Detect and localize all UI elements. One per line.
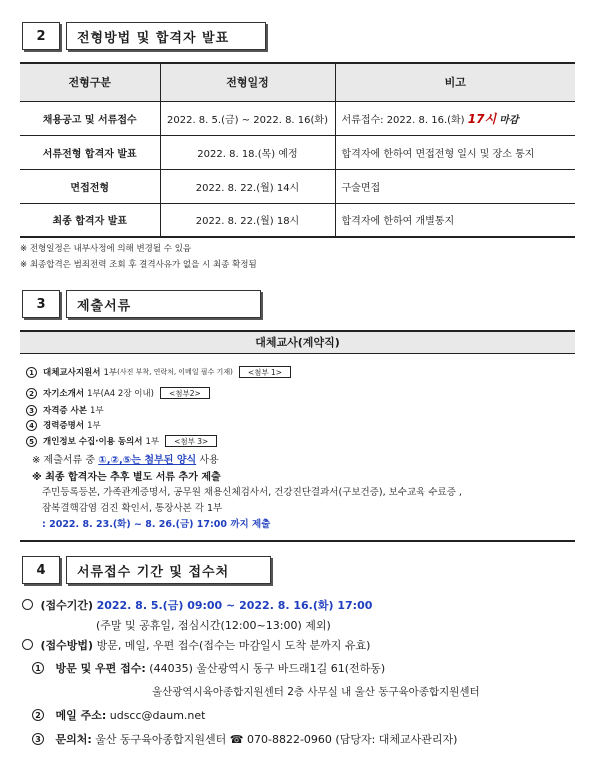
email-value[interactable]: udscc@daum.net [109, 709, 206, 722]
document-count: 1부 [103, 368, 118, 378]
section-number: 3 [22, 290, 60, 318]
table-row [20, 101, 575, 135]
document-name: 자격증 사본 [43, 406, 88, 416]
column-header: 전형구분 [20, 63, 160, 101]
table-row [20, 203, 575, 237]
date-cell: 2022. 8. 5.(금) ~ 2022. 8. 16(화) [160, 101, 335, 135]
item-number: 4 [26, 420, 37, 431]
date-cell: 2022. 8. 22.(월) 18시 [160, 203, 335, 237]
document-item [26, 366, 291, 378]
attachment-label: <첨부2> [160, 387, 210, 399]
documents-box-title: 대체교사(계약직) [20, 332, 575, 354]
contact-label: 문의처: [55, 733, 92, 746]
document-count: 1부 [145, 437, 160, 447]
number-2-icon: 2 [32, 709, 44, 721]
stage-cell: 서류전형 합격자 발표 [20, 135, 160, 169]
document-item [26, 435, 217, 447]
number-1-icon: 1 [32, 662, 44, 674]
note-cell: 구술면접 [335, 169, 575, 203]
note-cell: 합격자에 한하여 면접전형 일시 및 장소 통지 [335, 135, 575, 169]
visit-label: 방문 및 우편 접수: [55, 662, 146, 675]
stage-cell: 최종 합격자 발표 [20, 203, 160, 237]
application-period [22, 597, 372, 613]
note-cell: 합격자에 한하여 개별통지 [335, 203, 575, 237]
method-value: 방문, 메일, 우편 접수(접수는 마감일시 도착 분까지 유효) [96, 639, 371, 652]
email-label: 메일 주소: [55, 709, 107, 722]
form-note-highlight: ①,②,⑤는 첨부된 양식 [98, 455, 197, 466]
circle-bullet-icon [22, 639, 33, 650]
deadline-word: 마감 [499, 114, 519, 126]
period-value: 2022. 8. 5.(금) 09:00 ~ 2022. 8. 16.(화) 17:00 [96, 599, 373, 612]
number-3-icon: 3 [32, 733, 44, 745]
form-note [32, 451, 219, 466]
document-count: 1부(A4 2장 이내) [87, 389, 154, 399]
final-docs-note: ※ 최종 합격자는 추후 별도 서류 추가 제출 [32, 472, 221, 483]
table-row [20, 169, 575, 203]
date-cell: 2022. 8. 22.(월) 14시 [160, 169, 335, 203]
period-note: (주말 및 공휴일, 점심시간(12:00~13:00) 제외) [96, 619, 331, 632]
form-note-prefix: ※ 제출서류 중 [32, 455, 96, 466]
column-header: 비고 [335, 63, 575, 101]
schedule-note: ※ 최종합격은 범죄전력 조회 후 결격사유가 없을 시 최종 확정됨 [20, 260, 257, 270]
item-number: 2 [26, 388, 37, 399]
schedule-table [20, 62, 575, 238]
period-label: (접수기간) [40, 599, 94, 612]
document-name: 자기소개서 [43, 389, 85, 399]
deadline-time: 17시 [467, 111, 497, 126]
item-number: 1 [26, 367, 37, 378]
visit-address-line2: 울산광역시육아종합지원센터 2층 사무실 내 울산 동구육아종합지원센터 [152, 686, 480, 698]
document-count: 1부 [87, 421, 101, 431]
document-item [26, 387, 210, 399]
document-name: 대체교사지원서 [43, 368, 101, 378]
document-item [26, 404, 104, 416]
contact-info [32, 731, 457, 747]
column-header: 전형일정 [160, 63, 335, 101]
date-cell: 2022. 8. 18.(목) 예정 [160, 135, 335, 169]
final-docs-deadline: : 2022. 8. 23.(화) ~ 8. 26.(금) 17:00 까지 제출 [42, 519, 271, 530]
visit-mail-address [32, 660, 385, 676]
document-count: 1부 [90, 406, 104, 416]
item-number: 3 [26, 405, 37, 416]
note-cell [335, 101, 575, 135]
form-note-suffix: 사용 [199, 455, 219, 466]
method-label: (접수방법) [40, 639, 94, 652]
document-name: 개인정보 수집·이용 동의서 [43, 437, 143, 447]
section-4-header [22, 556, 271, 584]
section-2-header [22, 22, 266, 50]
final-docs-list: 주민등록등본, 가족관계증명서, 공무원 채용신체검사서, 건강진단결과서(구보건증), 보수교육 수료증 , [42, 487, 462, 498]
schedule-note: ※ 전형일정은 내부사정에 의해 변경될 수 있음 [20, 244, 192, 254]
section-title: 제출서류 [66, 290, 261, 318]
stage-cell: 채용공고 및 서류접수 [20, 101, 160, 135]
note-text: 서류접수: 2022. 8. 16.(화) [341, 114, 465, 126]
document-name: 경력증명서 [43, 421, 85, 431]
section-number: 2 [22, 22, 60, 50]
table-row [20, 135, 575, 169]
stage-cell: 면접전형 [20, 169, 160, 203]
final-docs-list: 잠복결핵감염 검진 확인서, 통장사본 각 1부 [42, 503, 223, 514]
application-method [22, 637, 370, 653]
visit-address: (44035) 울산광역시 동구 바드래1길 61(전하동) [149, 662, 386, 675]
document-item [26, 419, 101, 431]
contact-value: 울산 동구육아종합지원센터 ☎ 070-8822-0960 (담당자: 대체교사관리자) [95, 733, 458, 746]
attachment-label: <첨부 1> [239, 366, 291, 378]
section-3-header [22, 290, 261, 318]
item-number: 5 [26, 436, 37, 447]
section-title: 서류접수 기간 및 접수처 [66, 556, 271, 584]
documents-box [20, 330, 575, 542]
email-address [32, 707, 205, 723]
section-number: 4 [22, 556, 60, 584]
circle-bullet-icon [22, 599, 33, 610]
attachment-label: <첨부 3> [165, 435, 217, 447]
document-detail: (사진 부착, 연락처, 이메일 필수 기재) [117, 368, 233, 376]
section-title: 전형방법 및 합격자 발표 [66, 22, 266, 50]
